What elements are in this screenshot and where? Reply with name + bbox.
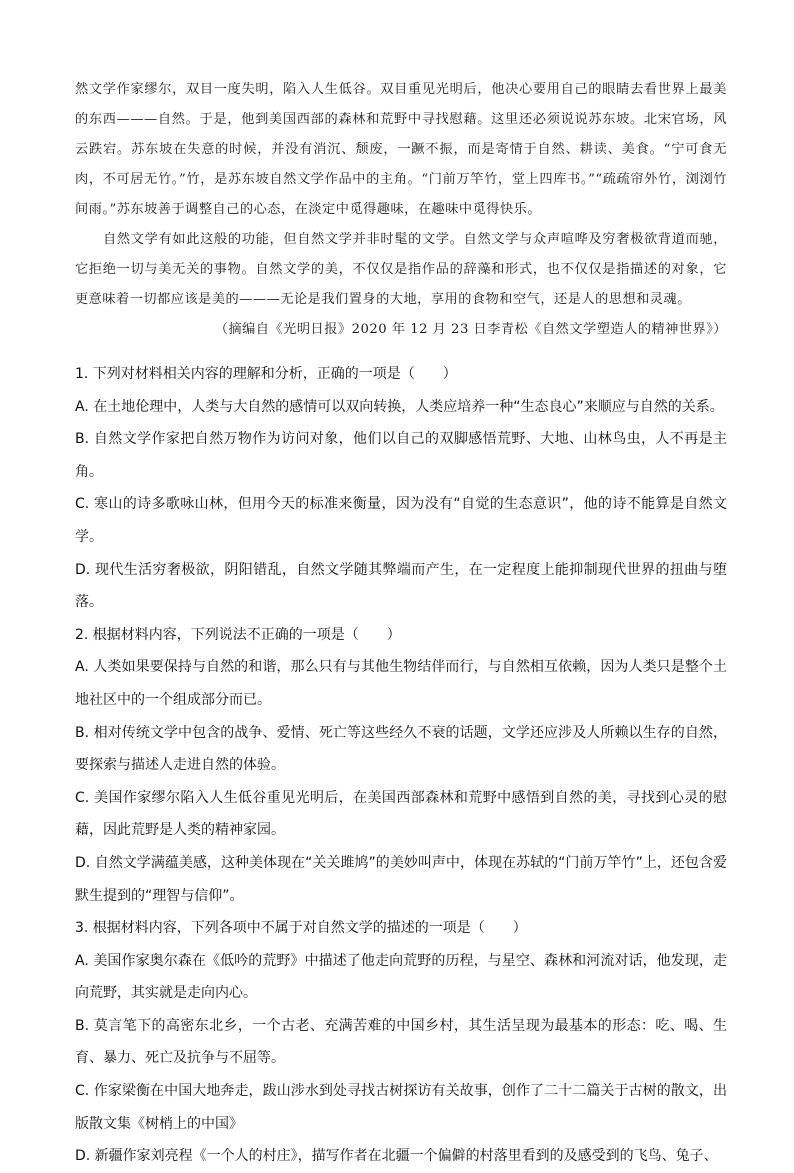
option-b: B. 自然文学作家把自然万物作为访问对象，他们以自己的双脚感悟荒野、大地、山林鸟虫，人不再是主角。 [75,431,727,480]
passage-paragraph-1: 然文学作家缪尔，双目一度失明，陷入人生低谷。双目重见光明后，他决心要用自己的眼睛去看世界上最美的东西———自然。于是，他到美国西部的森林和荒野中寻找慰藉。这里还必须说说苏东坡。北宋官场，风云跌宕。苏东坡在失意的时候，并没有消沉、颓废，一蹶不振，而是寄情于自然、耕读、美食。“宁可食无肉，不可居无竹。”竹，是苏东坡自然文学作品中的主角。“门前万竿竹，堂上四库书。”“疏疏帘外竹，浏浏竹间雨。”苏东坡善于调整自己的心态，在淡定中觅得趣味，在趣味中觅得快乐。 [75,82,727,217]
question-1 [75,358,727,619]
passage-paragraph-2: 自然文学有如此这般的功能，但自然文学并非时髦的文学。自然文学与众声喧哗及穷奢极欲背道而驰，它拒绝一切与美无关的事物。自然文学的美，不仅仅是指作品的辞藻和形式，也不仅仅是指描述的对象，它更意味着一切都应该是美的———无论是我们置身的大地，享用的食物和空气，还是人的思想和灵魂。 [75,232,727,307]
question-2 [75,619,727,912]
option-a: A. 人类如果要保持与自然的和谐，那么只有与其他生物结伴而行，与自然相互依赖，因为人类只是整个土地社区中的一个组成部分而已。 [75,659,727,708]
option-d: D. 新疆作家刘亮程《一个人的村庄》，描写作者在北疆一个偏僻的村落里看到的及感受到的飞鸟、兔子、 [75,1148,718,1165]
option-c: C. 作家梁衡在中国大地奔走，跋山涉水到处寻找古树探访有关故事，创作了二十二篇关于古树的散文，出版散文集《树梢上的中国》 [75,1083,727,1132]
question-list [75,358,727,1173]
passage [75,75,727,345]
option-c: C. 美国作家缪尔陷入人生低谷重见光明后，在美国西部森林和荒野中感悟到自然的美，寻找到心灵的慰藉，因此荒野是人类的精神家园。 [75,789,727,839]
option-d: D. 自然文学满蕴美感，这种美体现在“关关雎鸠”的美妙叫声中，体现在苏轼的“门前万竿竹”上，还包含爱默生提到的“理智与信仰”。 [75,854,727,904]
option-b: B. 莫言笔下的高密东北乡，一个古老、充满苦难的中国乡村，其生活呈现为最基本的形态：吃、喝、生育、暴力、死亡及抗争与不屈等。 [75,1017,727,1067]
option-c: C. 寒山的诗多歌咏山林，但用今天的标准来衡量，因为没有“自觉的生态意识”，他的诗不能算是自然文学。 [75,496,727,545]
question-3 [75,912,727,1173]
question-stem: 1. 下列对材料相关内容的理解和分析，正确的一项是（ ） [75,366,457,382]
passage-source: （摘编自《光明日报》2020 年 12 月 23 日李青松《自然文学塑造人的精神世界》） [214,322,727,337]
question-stem: 2. 根据材料内容，下列说法不正确的一项是（ ） [75,626,401,643]
option-d: D. 现代生活穷奢极欲，阴阳错乱，自然文学随其弊端而产生，在一定程度上能抑制现代世界的扭曲与堕落。 [75,561,727,611]
question-stem: 3. 根据材料内容，下列各项中不属于对自然文学的描述的一项是（ ） [75,920,527,937]
option-a: A. 在土地伦理中，人类与大自然的感情可以双向转换，人类应培养一种“生态良心”来顺应与自然的关系。 [75,398,724,415]
option-a: A. 美国作家奥尔森在《低吟的荒野》中描述了他走向荒野的历程，与星空、森林和河流对话，他发现，走向荒野，其实就是走向内心。 [75,952,727,1002]
option-b: B. 相对传统文学中包含的战争、爱情、死亡等这些经久不衰的话题，文学还应涉及人所赖以生存的自然，要探索与描述人走进自然的体验。 [75,724,727,774]
